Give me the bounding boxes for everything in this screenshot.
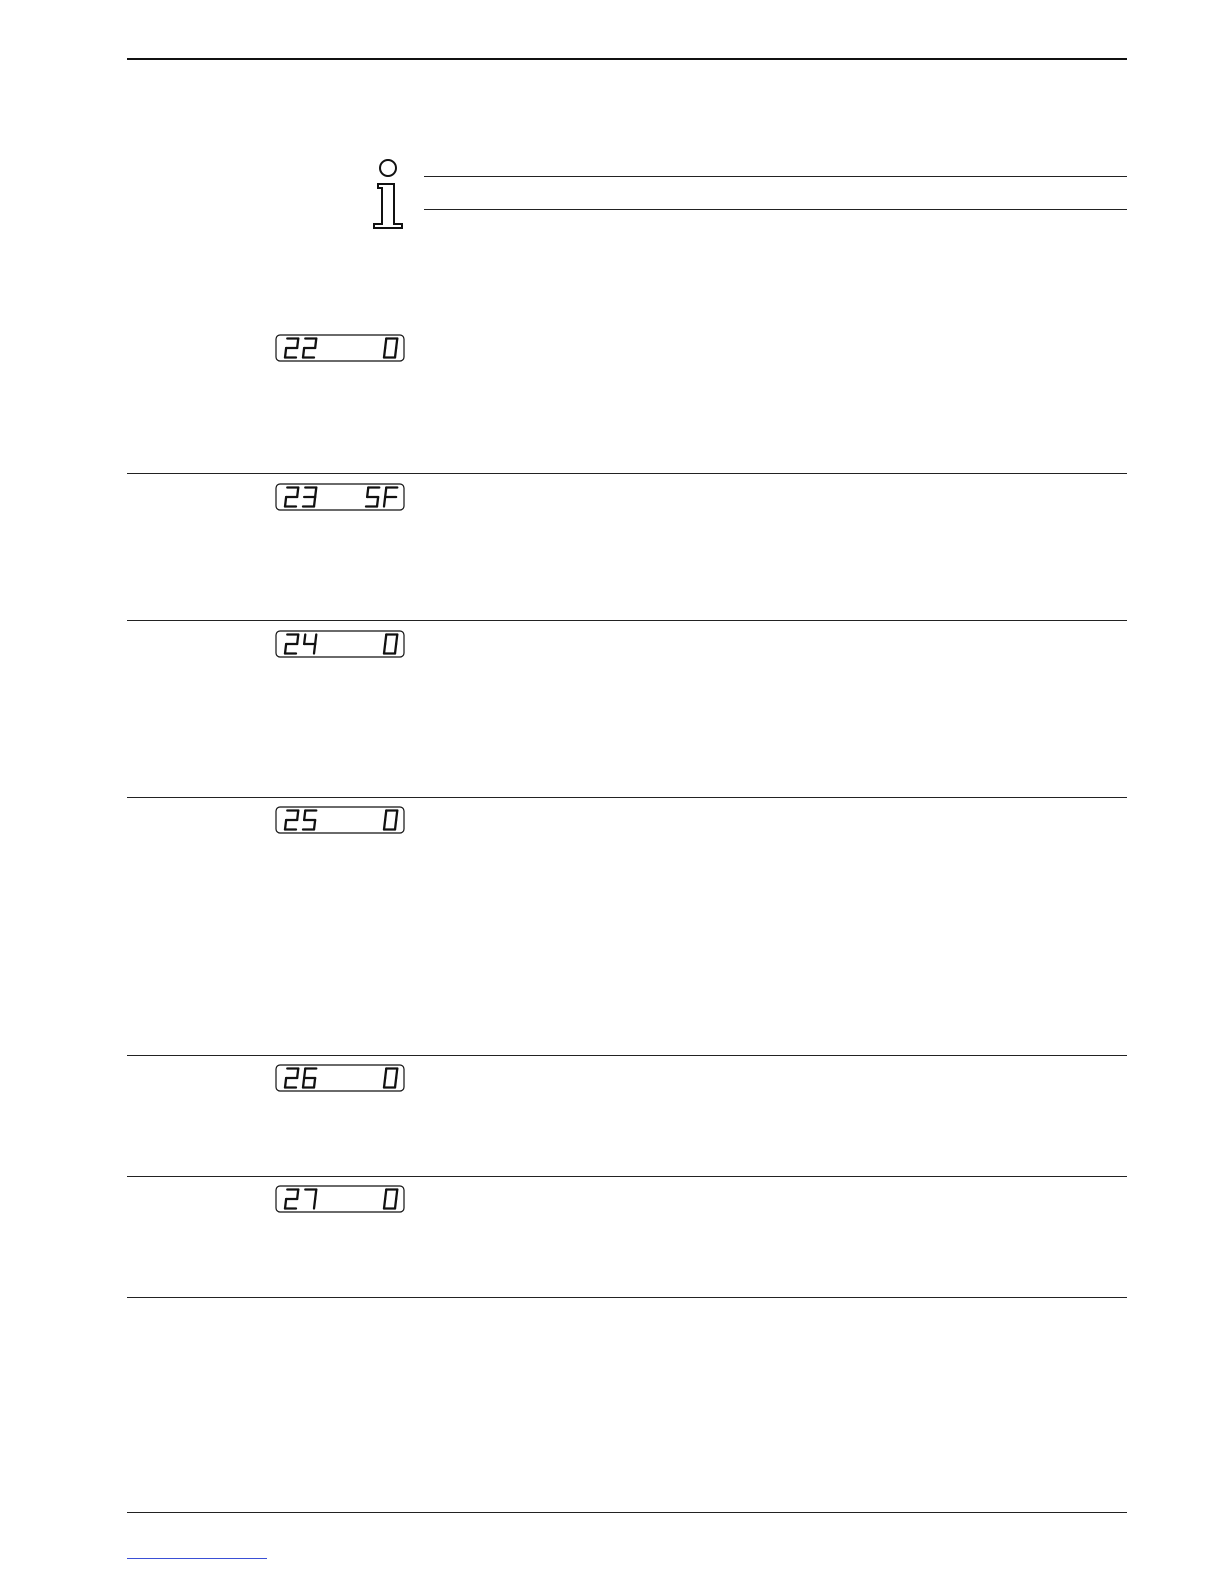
lcd-display: [275, 334, 405, 362]
lcd-display: [275, 483, 405, 511]
section-divider: [127, 1297, 1127, 1298]
section-divider: [127, 473, 1127, 474]
lcd-display: [275, 1064, 405, 1092]
section-divider: [127, 1055, 1127, 1056]
lcd-digit: [285, 1190, 298, 1209]
section-divider: [127, 1176, 1127, 1177]
footer-rule: [127, 1512, 1127, 1513]
lcd-digit: [285, 1069, 298, 1088]
lcd-digit: [285, 339, 298, 358]
lcd-digit: [384, 339, 397, 358]
lcd-digit: [384, 488, 397, 507]
lcd-digit: [305, 1190, 316, 1209]
lcd-digit: [366, 488, 379, 507]
lcd-digit: [303, 339, 316, 358]
lcd-display: [275, 630, 405, 658]
section-divider: [127, 797, 1127, 798]
lcd-digit: [285, 811, 298, 830]
lcd-digit: [384, 1190, 397, 1209]
header-rule: [127, 58, 1127, 60]
info-icon: [370, 158, 408, 230]
lcd-digit: [285, 635, 298, 654]
lcd-digit: [304, 635, 316, 654]
lcd-display: [275, 806, 405, 834]
lcd-digit: [303, 488, 316, 507]
lcd-display: [275, 1185, 405, 1213]
lcd-digit: [384, 1069, 397, 1088]
lcd-digit: [285, 488, 298, 507]
lcd-digit: [303, 811, 316, 830]
note-top-rule: [424, 176, 1127, 177]
lcd-digit: [303, 1069, 316, 1088]
lcd-digit: [384, 811, 397, 830]
note-bottom-rule: [424, 209, 1127, 210]
lcd-digit: [384, 635, 397, 654]
section-divider: [127, 620, 1127, 621]
footer-link-underline[interactable]: [127, 1558, 267, 1559]
